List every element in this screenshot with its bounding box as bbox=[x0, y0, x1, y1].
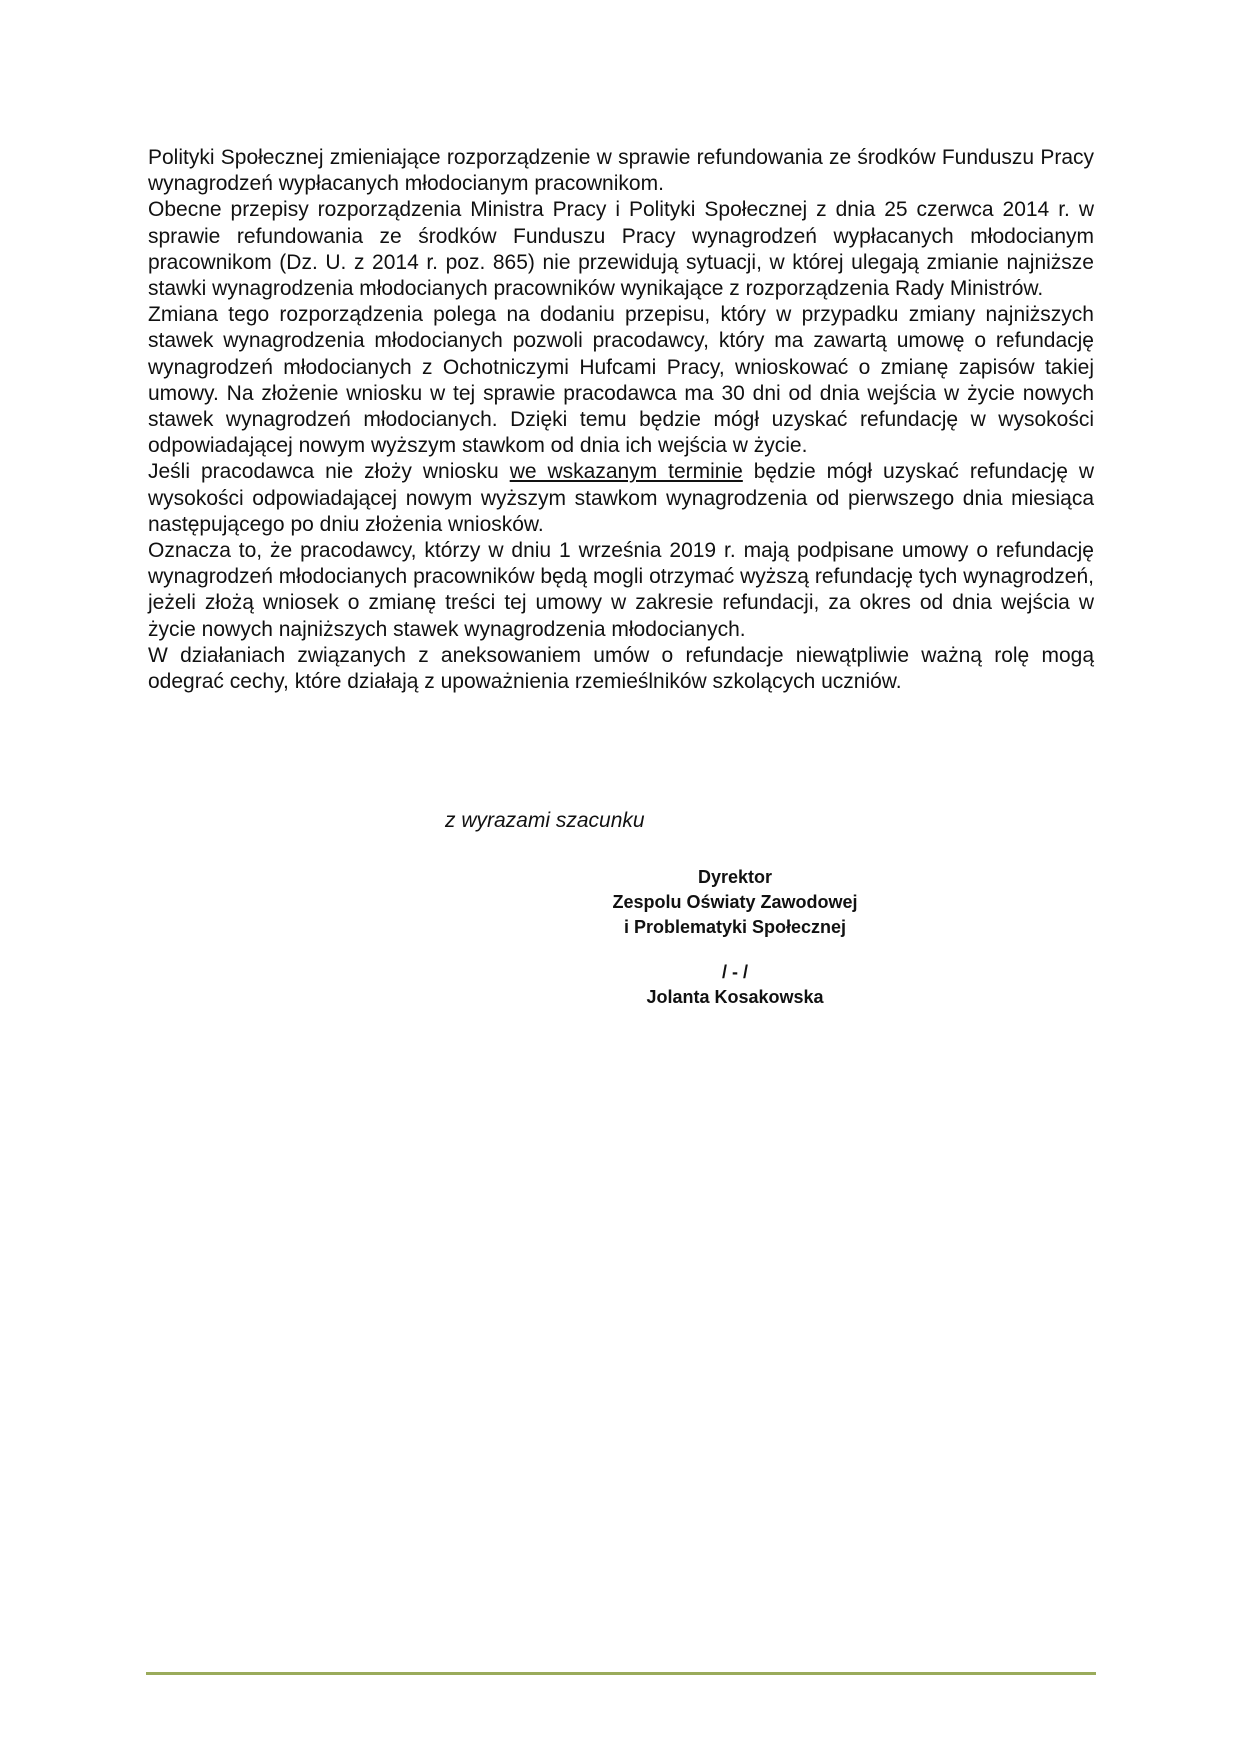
letter-body bbox=[148, 145, 1094, 695]
paragraph-meaning: Oznacza to, że pracodawcy, którzy w dniu 1 września 2019 r. mają podpisane umowy o refundację wynagrodzeń młodocianych pracowników będą mogli otrzymać wyższą refundację tych wynagrodzeń, jeżeli złożą wniosek o zmianę treści tej umowy w zakresie refundacji, za okres od dnia wejścia w życie nowych najniższych stawek wynagrodzenia młodocianych. bbox=[148, 539, 1094, 641]
paragraph-regulation-change: Polityki Społecznej zmieniające rozporządzenie w sprawie refundowania ze środków Funduszu Pracy wynagrodzeń wypłacanych młodocianym pracownikom. bbox=[148, 146, 1094, 196]
deadline-text-before: Jeśli pracodawca nie złoży wniosku bbox=[148, 460, 510, 484]
paragraph-amendment-details: Zmiana tego rozporządzenia polega na dodaniu przepisu, który w przypadku zmiany najniższych stawek wynagrodzenia młodocianych pozwoli pracodawcy, który ma zawartą umowę o refundację wynagrodzeń młodocianych z Ochotniczymi Hufcami Pracy, wnioskować o zmianę zapisów takiej umowy. Na złożenie wniosku w tej sprawie pracodawca ma 30 dni od dnia wejścia w życie nowych stawek wynagrodzeń młodocianych. Dzięki temu będzie mógł uzyskać refundację w wysokości odpowiadającej nowym wyższym stawkom od dnia ich wejścia w życie. bbox=[148, 303, 1094, 458]
signature-title-line-1: Dyrektor bbox=[697, 867, 773, 887]
paragraph-current-regulation: Obecne przepisy rozporządzenia Ministra Pracy i Polityki Społecznej z dnia 25 czerwca 2014 r. w sprawie refundowania ze środków Funduszu Pracy wynagrodzeń wypłacanych młodocianym pracownikom (Dz. U. z 2014 r. poz. 865) nie przewidują sytuacji, w której ulegają zmianie najniższe stawki wynagrodzenia młodocianych pracowników wynikające z rozporządzenia Rady Ministrów. bbox=[148, 198, 1094, 301]
paragraph-guilds-role: W działaniach związanych z aneksowaniem umów o refundacje niewątpliwie ważną rolę mogą odegrać cechy, które działają z upoważnienia rzemieślników szkolących uczniów. bbox=[148, 643, 1094, 694]
deadline-text-after: będzie mógł uzyskać refundację w wysokości odpowiadającej nowym wyższym stawkom wynagrodzenia od pierwszego dnia miesiąca następującego po dniu złożenia wniosków. bbox=[148, 460, 1095, 536]
closing-phrase: z wyrazami szacunku bbox=[445, 809, 645, 832]
signature-mark: / - / bbox=[722, 962, 748, 982]
deadline-underlined-phrase: we wskazanym terminie bbox=[509, 460, 743, 484]
footer-divider bbox=[146, 1672, 1096, 1675]
paragraph-deadline bbox=[148, 459, 1094, 538]
signature-spacer bbox=[530, 940, 940, 960]
signature-title-line-3: i Problematyki Społecznej bbox=[623, 917, 847, 937]
signature-title-line-2: Zespolu Oświaty Zawodowej bbox=[612, 892, 858, 912]
signatory-name: Jolanta Kosakowska bbox=[646, 987, 824, 1007]
signature-block bbox=[530, 865, 940, 1010]
